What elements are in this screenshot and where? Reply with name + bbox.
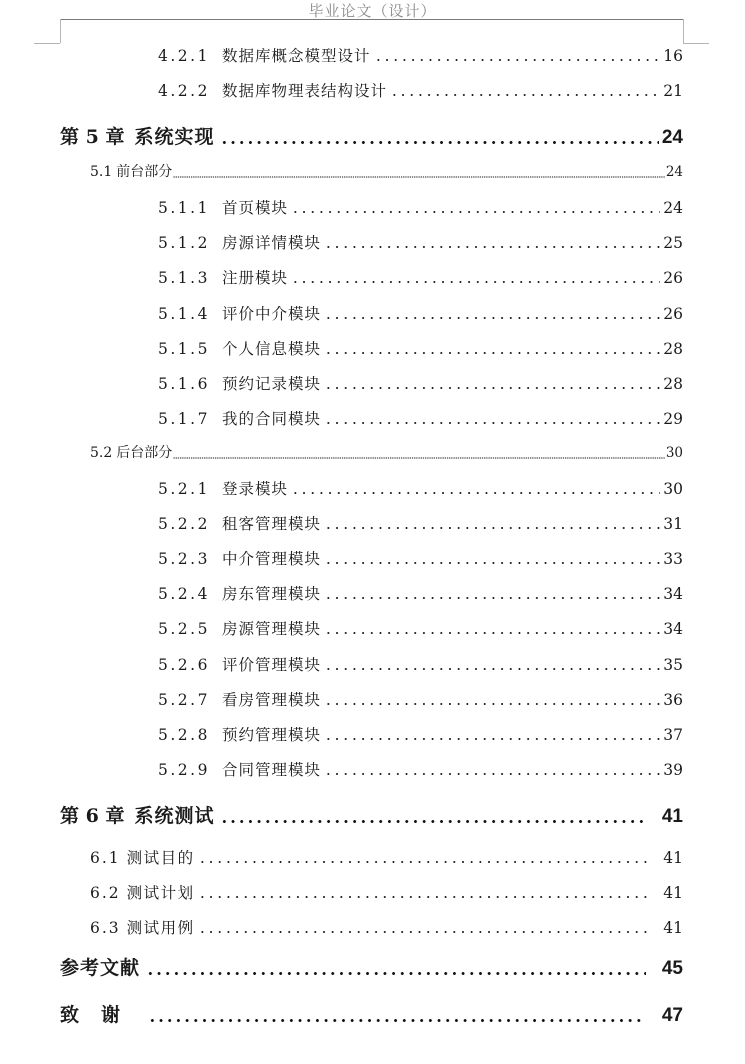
toc-section-page: 24 [665,164,683,180]
toc-entry-title: 房源管理模块 [222,620,322,638]
dot-leader [324,595,660,601]
toc-entry-number: 5.1.5 [158,340,210,358]
toc-entry-number: 5.1.3 [158,269,210,287]
toc-entry-number: 5.1.7 [158,410,210,428]
toc-section-number: 6.1 [90,849,121,867]
toc-section[interactable] [90,916,683,940]
toc-entry-title: 房源详情模块 [222,234,322,252]
dot-leader [324,736,660,742]
toc-section-page: 30 [665,445,683,461]
dot-leader [291,209,660,215]
toc-entry-title: 注册模块 [222,269,289,287]
toc-entry-title: 我的合同模块 [222,410,322,428]
toc-entry-page: 39 [663,761,683,779]
toc-entry-page: 24 [663,199,683,217]
toc-entry-page: 34 [663,585,683,603]
toc-chapter-page: 24 [661,127,683,148]
toc-chapter-title: 参考文献 [60,957,141,979]
toc-entry[interactable] [158,231,683,255]
toc-entry[interactable] [158,337,683,361]
dot-leader [324,560,660,566]
toc-entry-page: 35 [663,656,683,674]
toc-entry[interactable] [158,688,683,712]
dot-leader [291,490,660,496]
toc-entry[interactable] [158,512,683,536]
dot-leader [324,630,660,636]
toc-section-page: 41 [663,919,683,937]
toc-entry[interactable] [158,302,683,326]
toc-entry-number: 5.1.1 [158,199,210,217]
toc-entry[interactable] [158,617,683,641]
toc-entry-page: 16 [663,47,683,65]
toc-entry-title: 评价管理模块 [222,656,322,674]
toc-entry[interactable] [158,266,683,290]
toc-entry-number: 5.2.4 [158,585,210,603]
toc-chapter-page: 41 [661,806,683,827]
toc-entry-page: 26 [663,269,683,287]
toc-entry-page: 36 [663,691,683,709]
toc-entry-page: 33 [663,550,683,568]
toc-entry[interactable] [158,477,683,501]
toc-chapter-title: 系统实现 [134,126,215,148]
toc-entry-page: 34 [663,620,683,638]
toc-entry-page: 28 [663,340,683,358]
toc-entry-number: 5.1.2 [158,234,210,252]
toc-chapter-number: 第 5 章 [60,126,125,148]
toc-section-number: 5.1 [90,164,113,180]
toc-entry-page: 29 [663,410,683,428]
toc-chapter-page: 45 [661,958,683,979]
toc-section[interactable] [90,442,683,464]
toc-entry-title: 评价中介模块 [222,305,322,323]
toc-entry[interactable] [158,44,683,68]
toc-chapter-title: 致谢 [60,1004,143,1026]
dot-leader [324,385,660,391]
header-title: 毕业论文（设计） [308,2,437,20]
dot-leader [198,894,654,900]
toc-entry-page: 21 [663,82,683,100]
toc-section-title: 测试计划 [126,884,195,902]
toc-chapter[interactable] [60,122,683,152]
toc-entry[interactable] [158,372,683,396]
toc-entry-page: 31 [663,515,683,533]
toc-entry-number: 5.1.4 [158,305,210,323]
toc-section-page: 41 [663,884,683,902]
dot-leader [324,350,660,356]
toc-entry-number: 5.2.2 [158,515,210,533]
toc-entry-title: 预约记录模块 [222,375,322,393]
toc-entry-title: 预约管理模块 [222,726,322,744]
toc-chapter[interactable] [60,1000,683,1030]
dot-leader [324,420,660,426]
toc-entry-title: 中介管理模块 [222,550,322,568]
toc-section-title: 测试目的 [126,849,195,867]
toc-section[interactable] [90,881,683,905]
toc-entry-number: 5.2.8 [158,726,210,744]
toc-entry-number: 5.2.1 [158,480,210,498]
toc-entry[interactable] [158,582,683,606]
toc-chapter[interactable] [60,801,683,831]
dot-leader [220,139,658,146]
dot-leader [324,315,660,321]
toc-entry-page: 30 [663,480,683,498]
toc-section-title: 前台部分 [116,164,173,180]
toc-section-number: 6.2 [90,884,121,902]
dot-leader [390,92,660,98]
toc-chapter-number: 第 6 章 [60,805,125,827]
toc-chapter[interactable] [60,953,683,983]
dot-leader [324,771,660,777]
toc-entry-title: 数据库物理表结构设计 [222,82,388,100]
toc-entry-number: 5.2.9 [158,761,210,779]
toc-entry[interactable] [158,547,683,571]
toc-entry[interactable] [158,653,683,677]
dot-leader [198,859,654,865]
toc-entry-title: 合同管理模块 [222,761,322,779]
toc-entry-number: 5.2.3 [158,550,210,568]
dot-leader [148,1017,646,1024]
toc-entry-number: 5.2.7 [158,691,210,709]
dot-leader [324,525,660,531]
toc-entry-page: 37 [663,726,683,744]
toc-section[interactable] [90,161,683,183]
dot-leader [291,279,660,285]
toc-entry-number: 5.1.6 [158,375,210,393]
toc-entry[interactable] [158,407,683,431]
toc-chapter-page: 47 [661,1005,683,1026]
dot-leader [324,666,660,672]
toc-entry-number: 5.2.6 [158,656,210,674]
dot-leader [173,175,665,179]
dot-leader [198,929,654,935]
toc-entry[interactable] [158,79,683,103]
toc-entry-page: 28 [663,375,683,393]
dot-leader [220,818,645,825]
toc-entry-title: 首页模块 [222,199,289,217]
dot-leader [173,456,665,460]
toc-section-number: 6.3 [90,919,121,937]
dot-leader [146,970,646,977]
toc-chapter-title: 系统测试 [134,805,215,827]
toc-section-title: 测试用例 [126,919,195,937]
toc-entry[interactable] [158,196,683,220]
toc-entry-title: 登录模块 [222,480,289,498]
toc-entry[interactable] [158,723,683,747]
toc-entry-title: 个人信息模块 [222,340,322,358]
dot-leader [374,57,661,63]
toc-entry-title: 租客管理模块 [222,515,322,533]
toc-entry-title: 数据库概念模型设计 [222,47,371,65]
toc-entry-page: 25 [663,234,683,252]
toc-section-title: 后台部分 [116,445,173,461]
toc-entry-number: 4.2.1 [158,47,210,65]
toc-entry-title: 房东管理模块 [222,585,322,603]
toc-entry-page: 26 [663,305,683,323]
toc-entry[interactable] [158,758,683,782]
toc-section-number: 5.2 [90,445,113,461]
dot-leader [324,701,660,707]
toc-entry-number: 4.2.2 [158,82,210,100]
toc-entry-title: 看房管理模块 [222,691,322,709]
dot-leader [324,244,660,250]
toc-entry-number: 5.2.5 [158,620,210,638]
toc-section-page: 41 [663,849,683,867]
toc-section[interactable] [90,846,683,870]
